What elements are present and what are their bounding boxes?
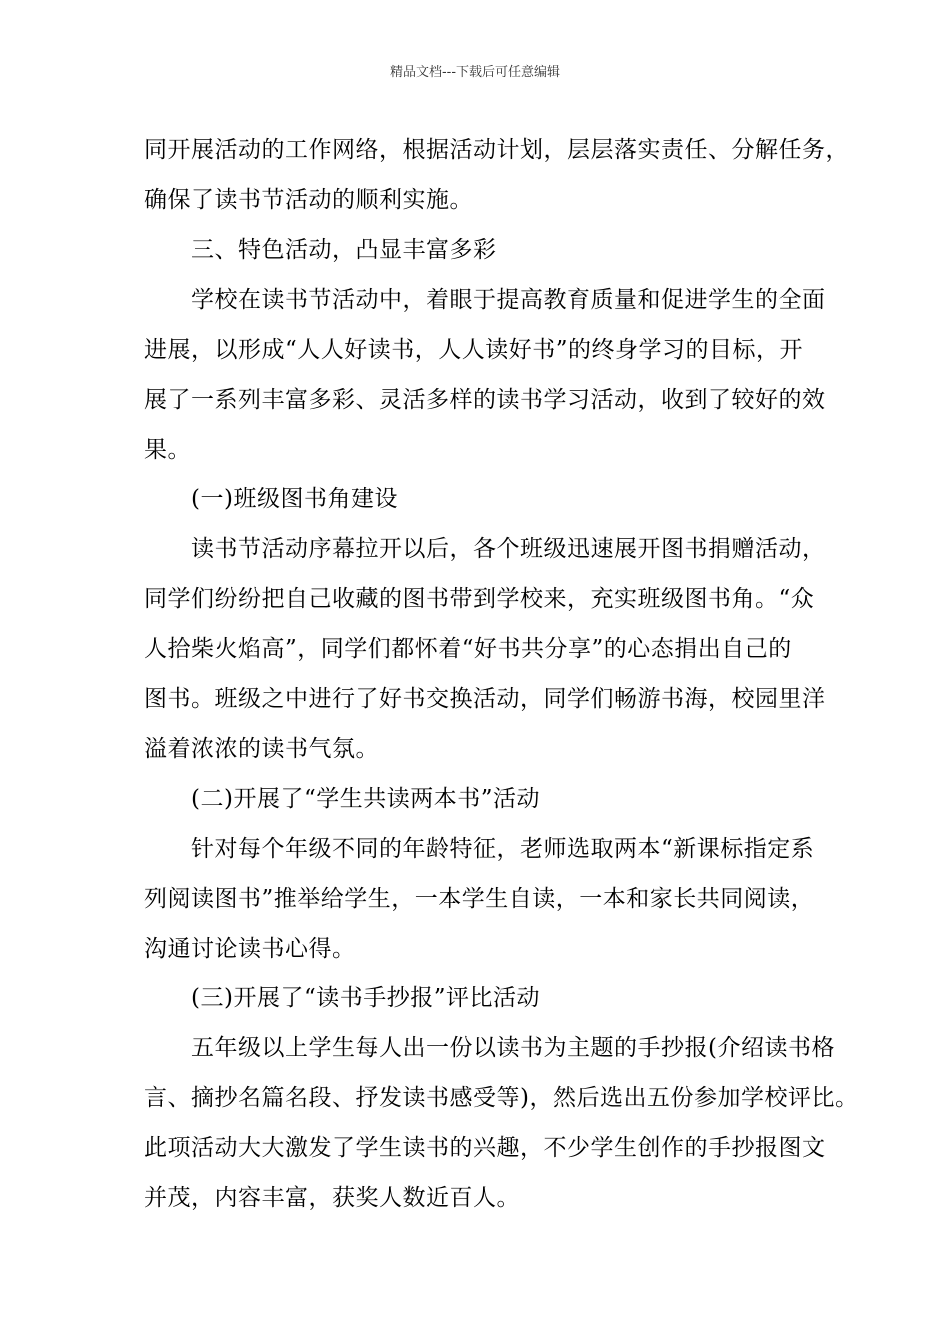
body-line: 沟通讨论读书心得。 bbox=[144, 936, 356, 962]
body-line: 五年级以上学生每人出一份以读书为主题的手抄报(介绍读书格 bbox=[191, 1035, 835, 1061]
body-line: 展了一系列丰富多彩、灵活多样的读书学习活动，收到了较好的效 bbox=[144, 387, 826, 413]
body-line: 确保了读书节活动的顺利实施。 bbox=[144, 187, 473, 213]
body-line: 同开展活动的工作网络，根据活动计划，层层落实责任、分解任务， bbox=[144, 137, 849, 163]
body-line: 言、摘抄名篇名段、抒发读书感受等)，然后选出五份参加学校评比。 bbox=[144, 1085, 859, 1111]
subsection-heading: (二)开展了“学生共读两本书”活动 bbox=[191, 786, 540, 812]
body-line: 读书节活动序幕拉开以后，各个班级迅速展开图书捐赠活动， bbox=[191, 536, 826, 562]
body-line: 溢着浓浓的读书气氛。 bbox=[144, 736, 379, 762]
body-line: 列阅读图书”推举给学生，一本学生自读，一本和家长共同阅读， bbox=[144, 886, 815, 912]
page-header: 精品文档---下载后可任意编辑 bbox=[389, 65, 561, 80]
section-heading: 三、特色活动，凸显丰富多彩 bbox=[191, 237, 497, 263]
body-line: 同学们纷纷把自己收藏的图书带到学校来，充实班级图书角。“众 bbox=[144, 586, 815, 612]
body-line: 人拾柴火焰高”，同学们都怀着“好书共分享”的心态捐出自己的 bbox=[144, 636, 792, 662]
body-line: 图书。班级之中进行了好书交换活动，同学们畅游书海，校园里洋 bbox=[144, 686, 826, 712]
body-line: 此项活动大大激发了学生读书的兴趣，不少学生创作的手抄报图文 bbox=[144, 1135, 826, 1161]
body-line: 进展，以形成“人人好读书，人人读好书”的终身学习的目标，开 bbox=[144, 337, 804, 363]
subsection-heading: (三)开展了“读书手抄报”评比活动 bbox=[191, 985, 540, 1011]
body-line: 针对每个年级不同的年龄特征，老师选取两本“新课标指定系 bbox=[191, 836, 815, 862]
body-line: 并茂，内容丰富，获奖人数近百人。 bbox=[144, 1185, 520, 1211]
subsection-heading: (一)班级图书角建设 bbox=[191, 486, 398, 512]
body-line: 学校在读书节活动中，着眼于提高教育质量和促进学生的全面 bbox=[191, 287, 826, 313]
body-line: 果。 bbox=[144, 437, 191, 463]
